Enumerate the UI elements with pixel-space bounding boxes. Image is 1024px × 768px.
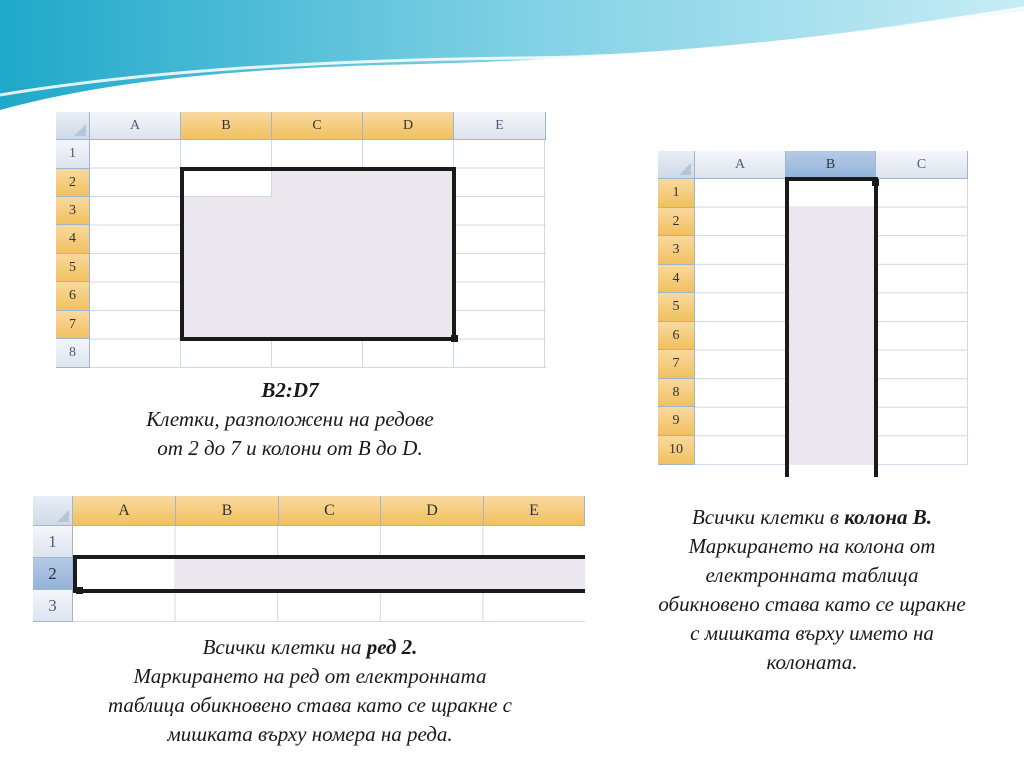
column-header-e[interactable]: E	[454, 112, 546, 140]
column-header-c[interactable]: C	[279, 496, 381, 526]
row-header-1[interactable]: 1	[658, 179, 695, 208]
caption-bold: колона B.	[844, 505, 933, 529]
fill-handle[interactable]	[451, 335, 458, 342]
row-header-5[interactable]: 5	[56, 254, 90, 282]
caption-line: от 2 до 7 и колони от B до D.	[157, 436, 423, 460]
selection-border	[785, 177, 878, 477]
caption-prefix: Всички клетки в	[691, 505, 845, 529]
caption-row	[30, 633, 590, 749]
selection-border	[73, 555, 585, 593]
select-all-corner[interactable]	[33, 496, 73, 526]
column-header-b[interactable]: B	[786, 151, 876, 179]
row-header-8[interactable]: 8	[658, 379, 695, 407]
row-header-7[interactable]: 7	[56, 311, 90, 339]
fill-handle[interactable]	[76, 587, 83, 594]
row-header-9[interactable]: 9	[658, 407, 695, 436]
column-header-a[interactable]: A	[73, 496, 176, 526]
caption-bold: ред 2.	[366, 635, 418, 659]
caption-line: Клетки, разположени на редове	[146, 407, 434, 431]
column-header-d[interactable]: D	[381, 496, 484, 526]
row-header-4[interactable]: 4	[56, 225, 90, 254]
caption-line: колоната.	[766, 650, 858, 674]
caption-line: мишката върху номера на реда.	[167, 722, 453, 746]
selection-border	[180, 167, 456, 341]
caption-line: с мишката върху името на	[690, 621, 934, 645]
spreadsheet-range-b2-d7	[56, 112, 546, 368]
spreadsheet-row-2	[33, 496, 585, 622]
row-header-3[interactable]: 3	[33, 590, 73, 622]
caption-line: Маркирането на колона от	[688, 534, 936, 558]
column-header-a[interactable]: A	[90, 112, 181, 140]
column-header-c[interactable]: C	[876, 151, 968, 179]
range-label: B2:D7	[261, 378, 319, 402]
spreadsheet-column-b	[658, 151, 968, 465]
row-header-10[interactable]: 10	[658, 436, 695, 465]
decorative-wave-banner	[0, 0, 1024, 130]
fill-handle[interactable]	[872, 179, 879, 186]
row-header-7[interactable]: 7	[658, 350, 695, 379]
row-header-2[interactable]: 2	[33, 558, 73, 590]
caption-prefix: Всички клетки на	[202, 635, 367, 659]
caption-column	[606, 503, 1018, 677]
row-header-2[interactable]: 2	[56, 169, 90, 197]
row-header-3[interactable]: 3	[56, 197, 90, 225]
row-header-1[interactable]: 1	[33, 526, 73, 558]
column-header-b[interactable]: B	[176, 496, 279, 526]
row-header-6[interactable]: 6	[56, 282, 90, 311]
column-header-a[interactable]: A	[695, 151, 786, 179]
column-header-e[interactable]: E	[484, 496, 585, 526]
caption-line: Маркирането на ред от електронната	[133, 664, 487, 688]
column-header-c[interactable]: C	[272, 112, 363, 140]
select-all-corner[interactable]	[56, 112, 90, 140]
caption-line: обикновено става като се щракне	[658, 592, 966, 616]
select-all-corner[interactable]	[658, 151, 695, 179]
row-header-6[interactable]: 6	[658, 322, 695, 350]
row-header-5[interactable]: 5	[658, 293, 695, 322]
caption-range	[80, 376, 500, 463]
row-header-1[interactable]: 1	[56, 140, 90, 169]
caption-line: електронната таблица	[705, 563, 919, 587]
column-header-b[interactable]: B	[181, 112, 272, 140]
row-header-3[interactable]: 3	[658, 236, 695, 265]
row-header-4[interactable]: 4	[658, 265, 695, 293]
row-header-8[interactable]: 8	[56, 339, 90, 368]
row-header-2[interactable]: 2	[658, 208, 695, 236]
column-header-d[interactable]: D	[363, 112, 454, 140]
caption-line: таблица обикновено става като се щракне с	[107, 693, 513, 717]
